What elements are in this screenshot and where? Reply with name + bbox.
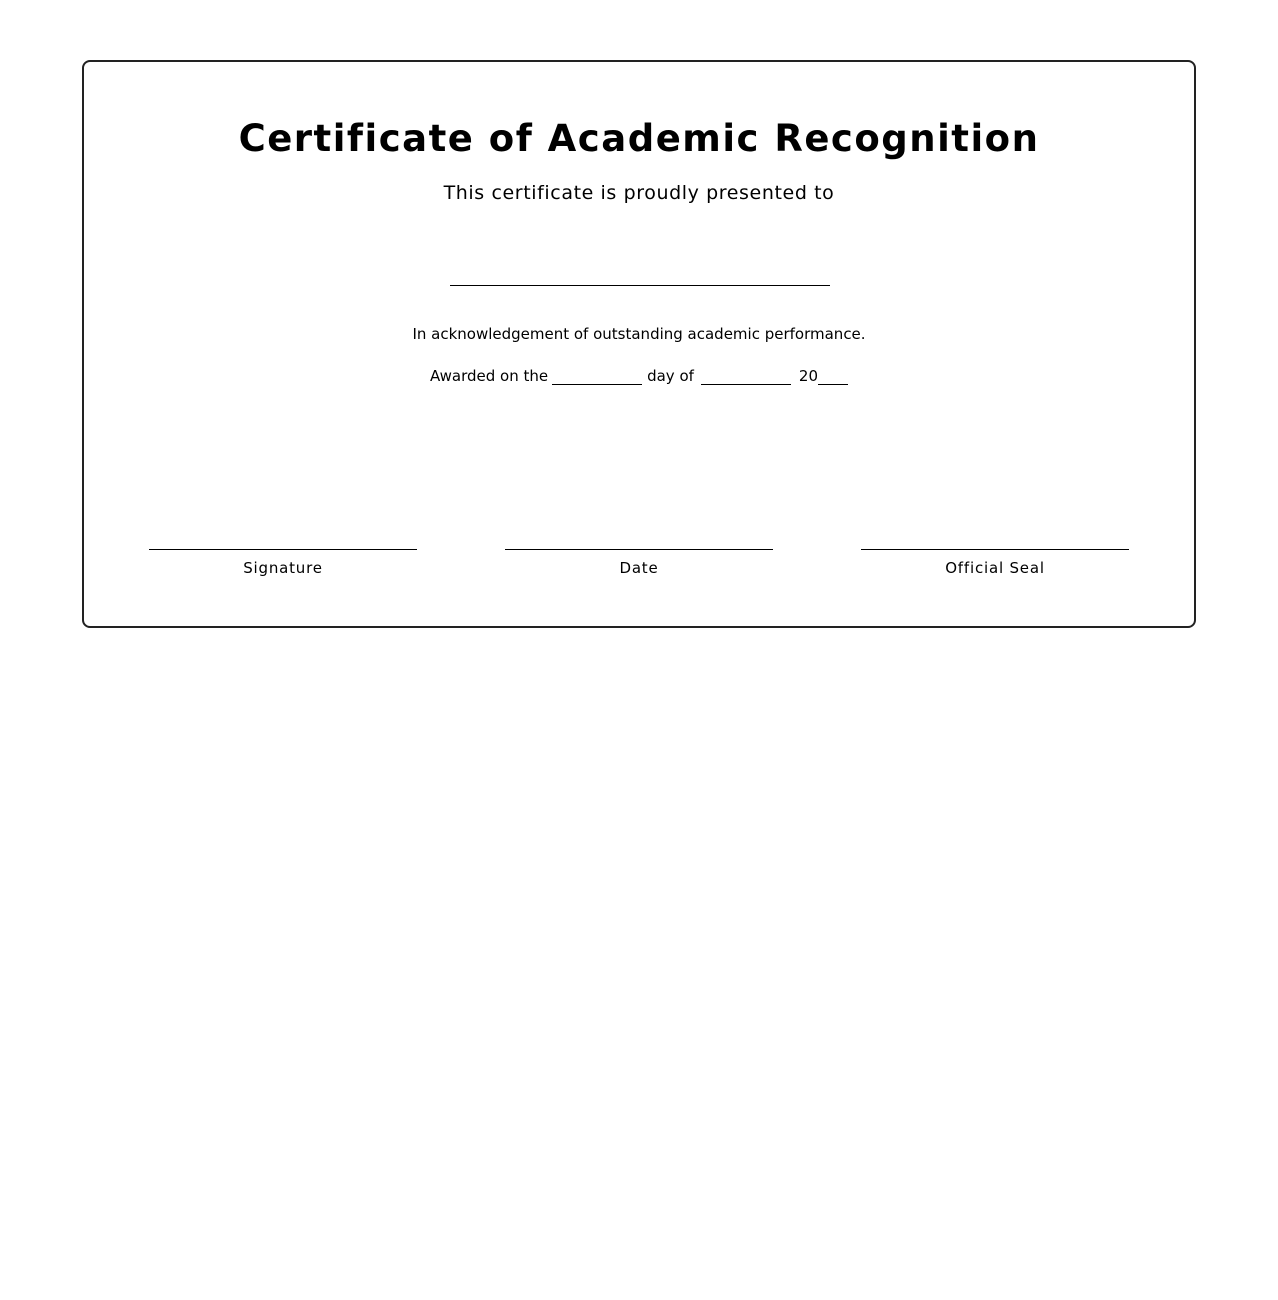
signature-label: Signature [243,559,323,577]
day-blank [552,370,642,385]
year-blank [818,370,848,385]
year-prefix: 20 [798,367,819,385]
awarded-date-line [84,365,1194,387]
recipient-name-line [450,285,830,286]
certificate-frame [82,60,1196,628]
signature-line [149,549,417,550]
acknowledgement-text: In acknowledgement of outstanding academic performance. [412,325,866,343]
awarded-middle: day of [647,367,694,385]
certificate-title: Certificate of Academic Recognition [238,117,1040,160]
official-seal-label: Official Seal [945,559,1045,577]
date-block [505,549,773,577]
official-seal-line [861,549,1129,550]
date-label: Date [619,559,659,577]
date-line [505,549,773,550]
certificate-subtitle: This certificate is proudly presented to [443,182,835,204]
awarded-prefix: Awarded on the [429,367,549,385]
month-blank [701,370,791,385]
official-seal-block [861,549,1129,577]
signature-block [149,549,417,577]
